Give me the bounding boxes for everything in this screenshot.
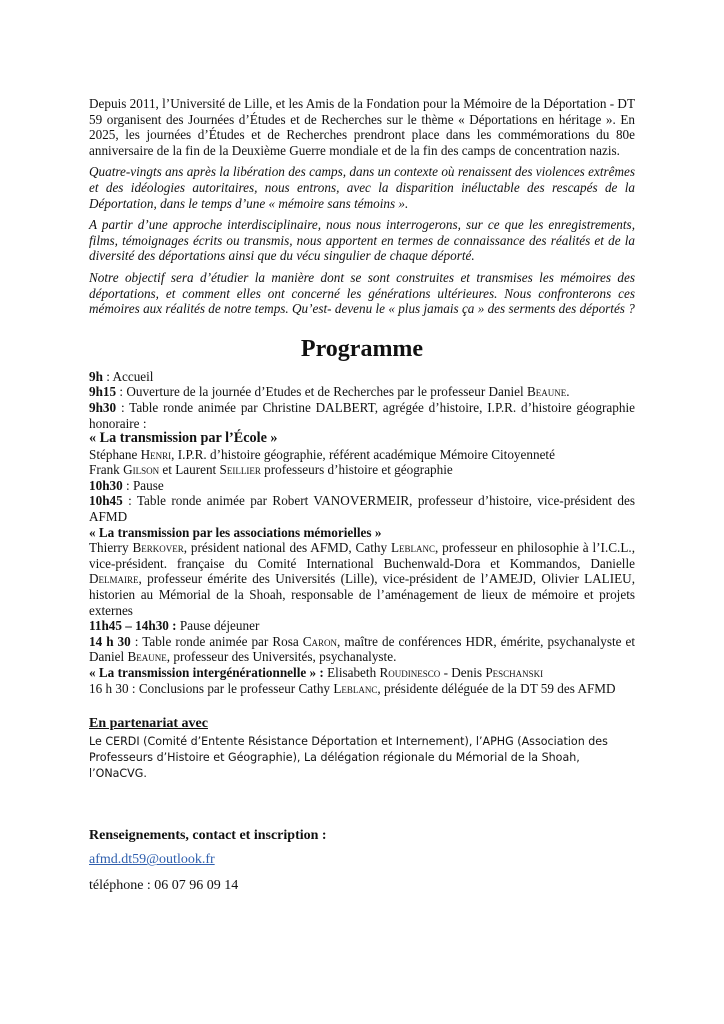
session-title-associations: « La transmission par les associations mémorielles »	[89, 524, 382, 540]
speaker-name: Caron	[302, 633, 338, 649]
line-text: , présidente déléguée de la DT 59 des AFMD	[377, 680, 616, 696]
line-text: , I.P.R. d’histoire géographie, référent académique Mémoire Citoyenneté	[171, 446, 555, 462]
line-text: : Table ronde animée par Rosa	[130, 633, 303, 649]
programme-line-dejeuner	[89, 618, 635, 634]
speaker-line-gilson-seillier	[89, 462, 635, 478]
line-text: , président national des AFMD, Cathy	[183, 540, 391, 556]
speaker-name: Roudinesco	[379, 665, 441, 680]
speaker-name: Delmaire	[89, 571, 139, 587]
speaker-name: Gilson	[123, 462, 160, 478]
document-page	[89, 96, 635, 894]
intro-paragraph-1: Depuis 2011, l’Université de Lille, et les Amis de la Fondation pour la Mémoire de la Déportation - DT 59 organisent des Journées d’Études et de Recherches sur le thème « Déportations en héritage ». En 2025, les journées d’Études et de Recherches prendront place dans les commémorations du 80e anniversaire de la fin de la Deuxième Guerre mondiale et de la fin des camps de concentration nazis.	[89, 96, 635, 158]
line-text: Stéphane	[89, 446, 141, 462]
programme-line-table-ronde-1	[89, 400, 635, 431]
line-text: professeurs d’histoire et géographie	[260, 462, 453, 478]
time-label: 9h30	[89, 399, 117, 415]
programme-line-pause	[89, 478, 635, 494]
speaker-line-henri	[89, 447, 635, 463]
speaker-name: Beaune	[526, 384, 567, 400]
speaker-name: Peschanski	[485, 665, 544, 680]
speaker-name: Leblanc	[390, 540, 435, 556]
partners-text: Le CERDI (Comité d’Entente Résistance Déportation et Internement), l’APHG (Association des Professeurs d’Histoire et Géographie), La délégation régionale du Mémorial de la Shoah, l’ONaCVG.	[89, 734, 608, 780]
session-title-intergenerationnelle	[89, 665, 635, 681]
time-label: 14 h 30	[89, 633, 131, 649]
partners-title: En partenariat avec	[89, 716, 208, 732]
speaker-name: Leblanc	[333, 680, 378, 696]
line-text: Pause déjeuner	[176, 618, 260, 634]
time-label: 11h45 – 14h30 :	[89, 618, 177, 634]
line-text: : Pause	[122, 477, 164, 493]
line-text: et Laurent	[159, 462, 220, 478]
time-label: 9h	[89, 368, 103, 384]
programme-line-accueil	[89, 369, 635, 385]
time-label: 10h30	[89, 477, 123, 493]
line-text: : Table ronde animée par Christine DALBERT, agrégée d’histoire, I.P.R. d’histoire géographie honoraire :	[89, 399, 635, 431]
programme-line-conclusions	[89, 681, 635, 697]
line-text: , professeur en philosophie à l’I.C.L., vice-président. française du Comité International Buchenwald-Dora et Kommandos, Danielle	[89, 540, 635, 571]
line-text: Thierry	[89, 540, 133, 556]
line-text: , professeur émérite des Universités (Lille), vice-président de l’AMEJD, Olivier LALIEU, historien au Mémorial de la Shoah, responsable de l’aménagement de lieux de mémoire et projets externes	[89, 571, 635, 618]
line-text: Elisabeth	[323, 665, 380, 680]
line-text: - Denis	[440, 665, 486, 680]
speaker-name: Seillier	[219, 462, 261, 478]
session-title-ecole: « La transmission par l’École »	[89, 430, 278, 447]
speaker-name: Henri	[140, 446, 172, 462]
speaker-name: Beaune	[127, 649, 167, 665]
programme-title: Programme	[300, 335, 424, 362]
line-text: Frank	[89, 462, 124, 478]
line-text: .	[566, 384, 570, 400]
line-text: , maître de conférences HDR, émérite, psychanalyste et Daniel	[89, 633, 636, 665]
contact-title: Renseignements, contact et inscription :	[89, 827, 327, 843]
time-label: 10h45	[89, 493, 123, 509]
speaker-name: Berkover	[132, 540, 184, 556]
contact-phone: téléphone : 06 07 96 09 14	[89, 877, 239, 893]
time-label: 9h15	[89, 384, 117, 400]
programme-line-table-ronde-2	[89, 493, 635, 524]
programme-line-table-ronde-3	[89, 634, 635, 665]
speaker-block-associations	[89, 540, 635, 618]
programme-line-ouverture	[89, 384, 635, 400]
line-text: 16 h 30 : Conclusions par le professeur Cathy	[89, 680, 334, 696]
intro-paragraph-3: A partir d’une approche interdisciplinaire, nous nous interrogerons, sur ce que les enregistrements, films, témoignages écrits ou transmis, nous apportent en termes de connaissance des réalités et de la diversité des déportations ainsi que du vécu singulier de chaque déporté.	[89, 217, 635, 264]
line-text: : Ouverture de la journée d’Etudes et de Recherches par le professeur Daniel	[116, 384, 527, 400]
intro-paragraph-2: Quatre-vingts ans après la libération des camps, dans un contexte où renaissent des violences extrêmes et des idéologies autoritaires, nous entrons, avec la disparition inéluctable des rescapés de la Déportation, dans le temps d’une « mémoire sans témoins ».	[89, 164, 635, 211]
line-text: : Accueil	[102, 368, 154, 384]
line-text: : Table ronde animée par Robert VANOVERMEIR, professeur d’histoire, vice-président des AFMD	[89, 493, 635, 525]
contact-email-link[interactable]: afmd.dt59@outlook.fr	[89, 852, 215, 868]
line-text: , professeur des Universités, psychanalyste.	[166, 649, 397, 665]
intro-paragraph-4: Notre objectif sera d’étudier la manière dont se sont construites et transmises les mémoires des déportations, et comment elles ont concerné les générations ultérieures. Nous confronterons ces mémoires aux réalités de notre temps. Qu’est- devenu le « plus jamais ça » des serments des déportés ?	[89, 269, 635, 317]
session-title: « La transmission intergénérationnelle » :	[89, 665, 324, 680]
